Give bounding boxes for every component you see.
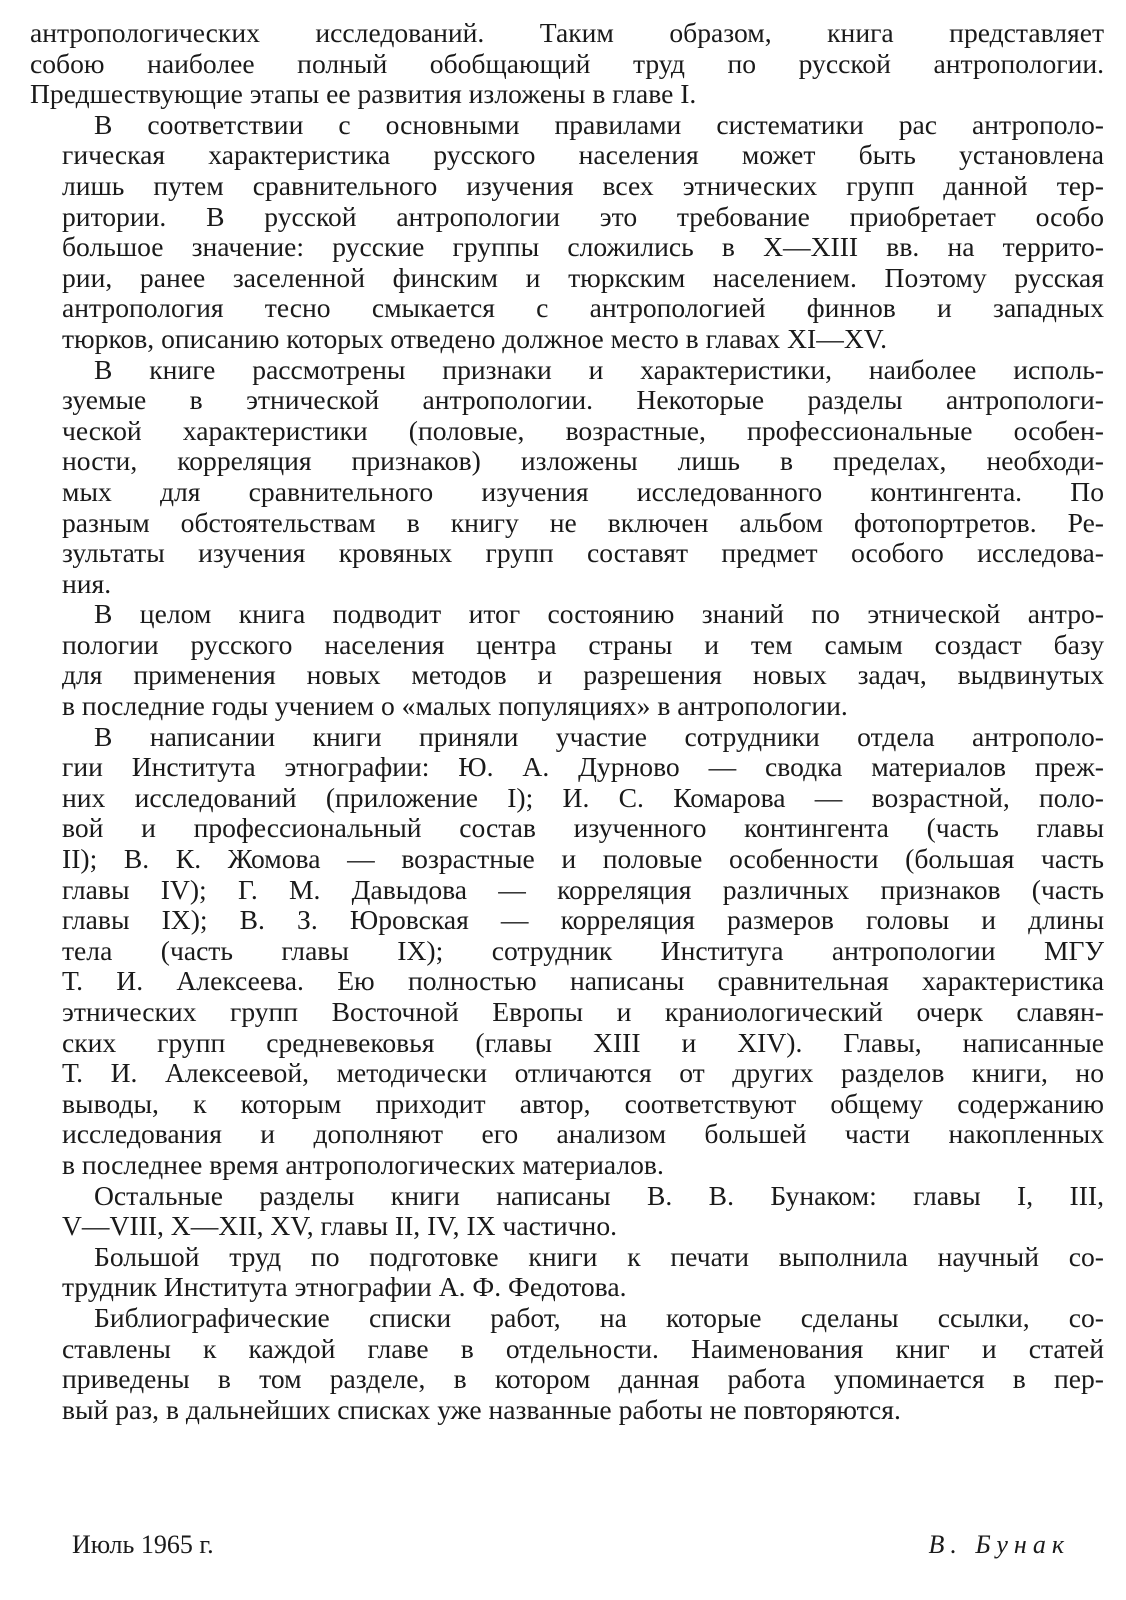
text-line: ритории. В русской антропологии это требование приобретает особо: [62, 200, 1104, 232]
text-line: V—VIII, X—XII, XV, главы II, IV, IX частично.: [62, 1210, 618, 1242]
text-line: приведены в том разделе, в котором данная работа упоминается в пер-: [62, 1363, 1104, 1395]
text-line: вой и профессиональный состав изученного контингента (часть главы: [62, 812, 1104, 844]
text-line: собою наиболее полный обобщающий труд по русской антропологии.: [30, 47, 1104, 79]
text-line: Т. И. Алексеева. Ею полностью написаны сравнительная характеристика: [62, 965, 1104, 997]
paragraph: [30, 1303, 1104, 1425]
text-line: Большой труд по подготовке книги к печати выполнила научный со-: [94, 1240, 1104, 1272]
document-page: [30, 18, 1104, 1425]
paragraph: [30, 18, 1104, 110]
author-signature: В. Бунак: [928, 1530, 1070, 1559]
text-line: лишь путем сравнительного изучения всех этнических групп данной тер-: [62, 169, 1104, 201]
paragraph: [30, 722, 1104, 1181]
text-line: ских групп средневековья (главы XIII и XIV). Главы, написанные: [62, 1026, 1104, 1058]
paragraph: [30, 1181, 1104, 1242]
text-line: В соответствии с основными правилами систематики рас антрополо-: [94, 108, 1104, 140]
text-line: II); В. К. Жомова — возрастные и половые особенности (большая часть: [62, 843, 1104, 875]
text-line: мых для сравнительного изучения исследованного контингента. По: [62, 475, 1104, 507]
footer-date: Июль 1965 г.: [72, 1530, 214, 1559]
text-line: разным обстоятельствам в книгу не включен альбом фотопортретов. Ре-: [62, 506, 1104, 538]
text-line: главы IX); В. З. Юровская — корреляция размеров головы и длины: [62, 904, 1104, 936]
text-line: Остальные разделы книги написаны В. В. Бунаком: главы I, III,: [94, 1179, 1104, 1211]
text-line: Предшествующие этапы ее развития изложены в главе I.: [30, 78, 697, 110]
text-line: трудник Института этнографии А. Ф. Федотова.: [62, 1271, 627, 1303]
text-line: зуемые в этнической антропологии. Некоторые разделы антропологи-: [62, 384, 1104, 416]
text-line: Т. И. Алексеевой, методически отличаются от других разделов книги, но: [62, 1057, 1104, 1089]
text-line: антропология тесно смыкается с антропологией финнов и западных: [62, 292, 1104, 324]
text-line: зультаты изучения кровяных групп составят предмет особого исследова-: [62, 537, 1104, 569]
text-line: главы IV); Г. М. Давыдова — корреляция различных признаков (часть: [62, 873, 1104, 905]
text-line: этнических групп Восточной Европы и краниологический очерк славян-: [62, 996, 1104, 1027]
text-line: тела (часть главы IX); сотрудник Институга антропологии МГУ: [62, 934, 1104, 966]
text-line: гии Института этнографии: Ю. А. Дурново — сводка материалов преж-: [62, 751, 1104, 783]
text-line: вый раз, в дальнейших списках уже названные работы не повторяются.: [62, 1393, 901, 1425]
text-line: них исследований (приложение I); И. С. Комарова — возрастной, поло-: [62, 781, 1104, 813]
text-line: для применения новых методов и разрешения новых задач, выдвинутых: [62, 659, 1104, 691]
text-line: большое значение: русские группы сложились в X—XIII вв. на террито-: [62, 231, 1104, 263]
text-line: в последнее время антропологических материалов.: [62, 1148, 664, 1180]
text-line: ставлены к каждой главе в отдельности. Наименования книг и статей: [62, 1332, 1104, 1364]
text-line: ния.: [62, 567, 112, 599]
text-line: выводы, к которым приходит автор, соответствуют общему содержанию: [62, 1087, 1104, 1119]
text-line: тюрков, описанию которых отведено должное место в главах XI—XV.: [62, 322, 888, 354]
text-line: В написании книги приняли участие сотрудники отдела антрополо-: [94, 720, 1104, 752]
text-line: Библиографические списки работ, на которые сделаны ссылки, со-: [94, 1301, 1104, 1333]
paragraph: [30, 355, 1104, 600]
document-footer: [72, 1530, 1070, 1560]
paragraph: [30, 110, 1104, 355]
text-line: ности, корреляция признаков) изложены лишь в пределах, необходи-: [62, 445, 1104, 477]
text-line: антропологических исследований. Таким образом, книга представляет: [30, 17, 1104, 48]
paragraph: [30, 1242, 1104, 1303]
text-line: В книге рассмотрены признаки и характеристики, наиболее исполь-: [94, 353, 1104, 385]
text-line: рии, ранее заселенной финским и тюркским населением. Поэтому русская: [62, 261, 1104, 293]
text-line: В целом книга подводит итог состоянию знаний по этнической антро-: [94, 598, 1104, 630]
text-line: ческой характеристики (половые, возрастные, профессиональные особен-: [62, 414, 1104, 446]
text-line: пологии русского населения центра страны и тем самым создаст базу: [62, 628, 1104, 660]
paragraph: [30, 599, 1104, 721]
body-text: [30, 18, 1104, 1425]
text-line: исследования и дополняют его анализом большей части накопленных: [62, 1118, 1104, 1150]
text-line: в последние годы учением о «малых популяциях» в антропологии.: [62, 690, 848, 722]
text-line: гическая характеристика русского населения может быть установлена: [62, 139, 1104, 171]
